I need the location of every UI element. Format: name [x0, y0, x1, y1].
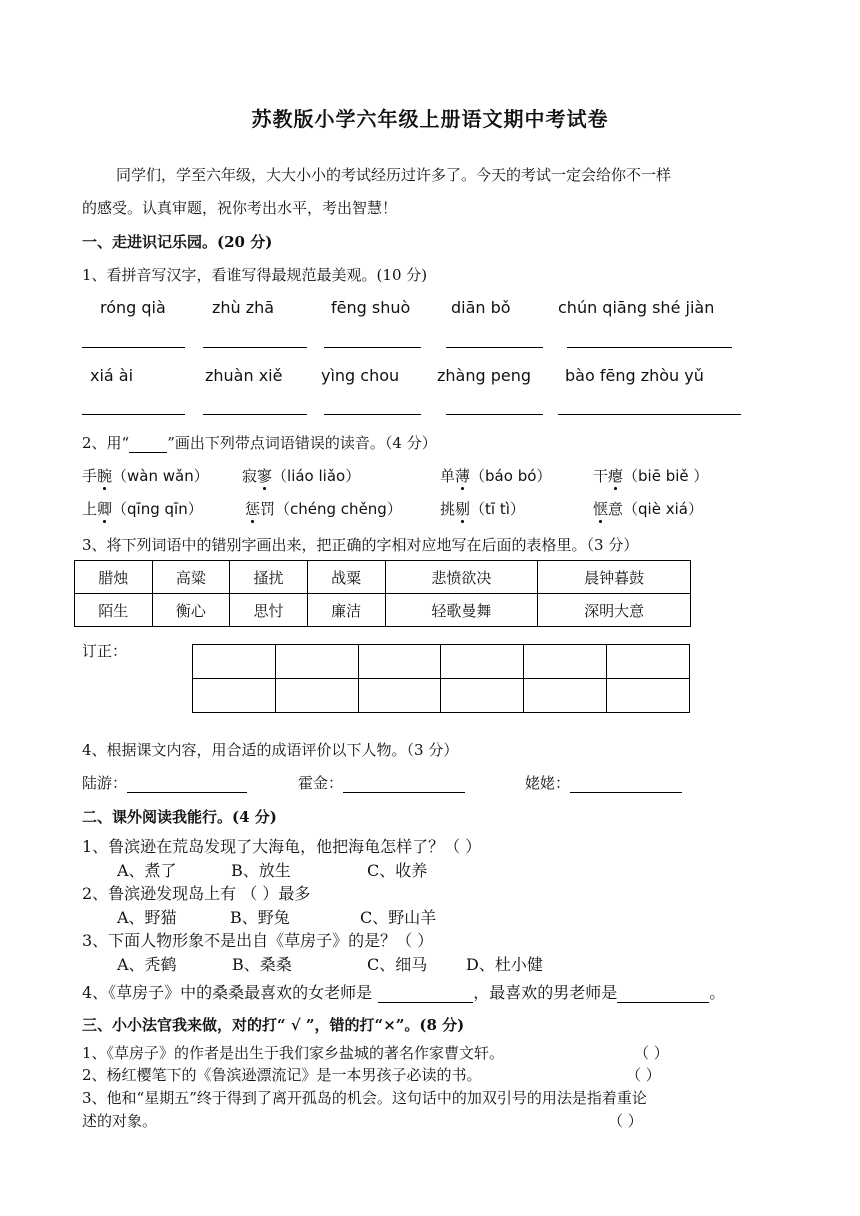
word-cell: 晨钟暮鼓 — [538, 561, 691, 594]
s2-q4 — [82, 980, 725, 1003]
correction-cell[interactable] — [193, 679, 276, 713]
section-1-heading: 一、走进识记乐园。(20 分) — [82, 233, 273, 251]
pinyin-2-1: xiá ài — [90, 366, 134, 385]
reading-pinyin: （tī tì） — [470, 500, 525, 518]
pinyin-1-4: diān bǒ — [451, 298, 511, 317]
reading-pinyin: （wàn wǎn） — [112, 467, 209, 485]
intro-line-1: 同学们，学至六年级，大大小小的考试经历过许多了。今天的考试一定会给你不一样 — [116, 166, 672, 184]
pinyin-1-1: róng qià — [100, 298, 166, 317]
s3-q2: 2、杨红樱笔下的《鲁滨逊漂流记》是一本男孩子必读的书。 — [82, 1066, 482, 1084]
reading-item — [593, 498, 703, 519]
q1-1-prompt: 1、看拼音写汉字，看谁写得最规范最美观。(10 分) — [82, 266, 428, 284]
correction-cell[interactable] — [358, 645, 441, 679]
pinyin-2-3: yìng chou — [321, 366, 400, 385]
reading-word: 上卿 — [82, 500, 113, 518]
person-label: 陆游： — [82, 774, 128, 792]
underline-sample — [129, 434, 167, 453]
word-cell: 轻歌曼舞 — [385, 594, 538, 627]
reading-word: 惩罚 — [245, 500, 276, 518]
word-cell: 战粟 — [307, 561, 385, 594]
idiom-row-luyou — [82, 772, 247, 793]
s3-q3-line2: 述的对象。 — [82, 1112, 158, 1130]
s2-q3: 3、下面人物形象不是出自《草房子》的是？（ ） — [82, 931, 434, 950]
answer-line[interactable] — [82, 347, 185, 348]
answer-parens[interactable]: （ ） — [608, 1112, 643, 1130]
reading-pinyin: （liáo liǎo） — [272, 467, 361, 485]
correction-cell[interactable] — [275, 645, 358, 679]
correction-label: 订正： — [82, 642, 128, 660]
answer-line[interactable] — [558, 414, 741, 415]
correction-table — [192, 644, 690, 713]
word-cell: 思忖 — [230, 594, 308, 627]
pinyin-1-2: zhù zhā — [212, 298, 275, 317]
answer-line[interactable] — [446, 414, 543, 415]
q1-2-prompt-start: 2、用“ — [82, 434, 130, 452]
answer-line[interactable] — [203, 414, 307, 415]
reading-item — [593, 465, 708, 486]
pinyin-2-2: zhuàn xiě — [205, 366, 283, 385]
option: B、放生 — [231, 861, 291, 880]
answer-line[interactable] — [324, 347, 421, 348]
reading-word: 寂寥 — [242, 467, 273, 485]
correction-cell[interactable] — [193, 645, 276, 679]
word-cell: 深明大意 — [538, 594, 691, 627]
word-cell: 搔扰 — [230, 561, 308, 594]
correction-cell[interactable] — [607, 679, 690, 713]
reading-item — [82, 465, 209, 486]
q1-2-prompt — [82, 432, 437, 453]
answer-parens[interactable]: （ ） — [634, 1044, 669, 1062]
correction-cell[interactable] — [275, 679, 358, 713]
idiom-row-laolao — [525, 772, 682, 793]
reading-pinyin: （báo bó） — [470, 467, 552, 485]
reading-item — [245, 498, 402, 519]
section-3-heading: 三、小小法官我来做，对的打“ √ ”，错的打“×”。(8 分) — [82, 1016, 465, 1034]
answer-line[interactable] — [82, 414, 185, 415]
option: A、煮了 — [117, 861, 177, 880]
correction-cell[interactable] — [441, 679, 524, 713]
idiom-answer-blank[interactable] — [127, 774, 247, 793]
reading-word: 干瘪 — [593, 467, 624, 485]
s3-q3-line1: 3、他和“星期五”终于得到了离开孤岛的机会。这句话中的加双引号的用法是指着重论 — [82, 1089, 647, 1107]
option: C、野山羊 — [360, 908, 437, 927]
option: B、桑桑 — [232, 955, 292, 974]
option: B、野兔 — [230, 908, 290, 927]
s2-q1: 1、鲁滨逊在荒岛发现了大海龟，他把海龟怎样了？（ ） — [82, 837, 482, 856]
correction-cell[interactable] — [358, 679, 441, 713]
answer-parens[interactable]: （ ） — [626, 1066, 661, 1084]
word-table — [74, 560, 691, 627]
reading-item — [440, 498, 525, 519]
reading-pinyin: （biē biě ） — [623, 467, 709, 485]
reading-word: 手腕 — [82, 467, 113, 485]
reading-item — [440, 465, 551, 486]
reading-item — [242, 465, 360, 486]
pinyin-2-4: zhàng peng — [437, 366, 532, 385]
reading-word: 惬意 — [593, 500, 624, 518]
correction-cell[interactable] — [441, 645, 524, 679]
answer-line[interactable] — [324, 414, 421, 415]
option: C、细马 — [367, 955, 428, 974]
correction-cell[interactable] — [524, 645, 607, 679]
reading-item — [82, 498, 203, 519]
option: D、杜小健 — [466, 955, 543, 974]
s2-q4-end: 。 — [709, 983, 726, 1002]
section-2-heading: 二、课外阅读我能行。(4 分) — [82, 808, 277, 826]
reading-word: 单薄 — [440, 467, 471, 485]
word-cell: 悲愤欲决 — [385, 561, 538, 594]
correction-cell[interactable] — [524, 679, 607, 713]
q1-3-prompt: 3、将下列词语中的错别字画出来，把正确的字相对应地写在后面的表格里。（3 分） — [82, 536, 639, 554]
option: A、野猫 — [117, 908, 177, 927]
pinyin-1-3: fēng shuò — [331, 298, 411, 317]
reading-word: 挑剔 — [440, 500, 471, 518]
person-label: 姥姥： — [525, 774, 571, 792]
idiom-answer-blank[interactable] — [570, 774, 682, 793]
reading-pinyin: （qīng qīn） — [112, 500, 203, 518]
idiom-row-huojin — [298, 772, 465, 793]
s2-q2: 2、鲁滨逊发现岛上有 （ ）最多 — [82, 884, 311, 903]
answer-line[interactable] — [567, 347, 732, 348]
option: A、秃鹤 — [117, 955, 177, 974]
teacher-blank-male[interactable] — [617, 984, 709, 1003]
answer-line[interactable] — [446, 347, 543, 348]
pinyin-1-5: chún qiāng shé jiàn — [558, 298, 715, 317]
s2-q4-start: 4、《草房子》中的桑桑最喜欢的女老师是 — [82, 983, 373, 1002]
teacher-blank-female[interactable] — [378, 984, 473, 1003]
word-cell: 衡心 — [152, 594, 230, 627]
answer-line[interactable] — [203, 347, 307, 348]
page-title: 苏教版小学六年级上册语文期中考试卷 — [251, 107, 609, 131]
s2-q4-mid: ，最喜欢的男老师是 — [473, 983, 618, 1002]
intro-line-2: 的感受。认真审题，祝你考出水平，考出智慧！ — [82, 199, 398, 217]
person-label: 霍金： — [298, 774, 344, 792]
word-cell: 廉洁 — [307, 594, 385, 627]
pinyin-2-5: bào fēng zhòu yǔ — [565, 366, 704, 385]
word-cell: 腊烛 — [75, 561, 153, 594]
s3-q1: 1、《草房子》的作者是出生于我们家乡盐城的著名作家曹文轩。 — [82, 1044, 505, 1062]
word-cell: 高粱 — [152, 561, 230, 594]
q1-4-prompt: 4、根据课文内容，用合适的成语评价以下人物。（3 分） — [82, 741, 459, 759]
reading-pinyin: （chéng chěng） — [275, 500, 402, 518]
word-cell: 陌生 — [75, 594, 153, 627]
q1-2-prompt-end: ”画出下列带点词语错误的读音。（4 分） — [167, 434, 437, 452]
option: C、收养 — [367, 861, 428, 880]
idiom-answer-blank[interactable] — [343, 774, 465, 793]
reading-pinyin: （qiè xiá） — [623, 500, 703, 518]
correction-cell[interactable] — [607, 645, 690, 679]
